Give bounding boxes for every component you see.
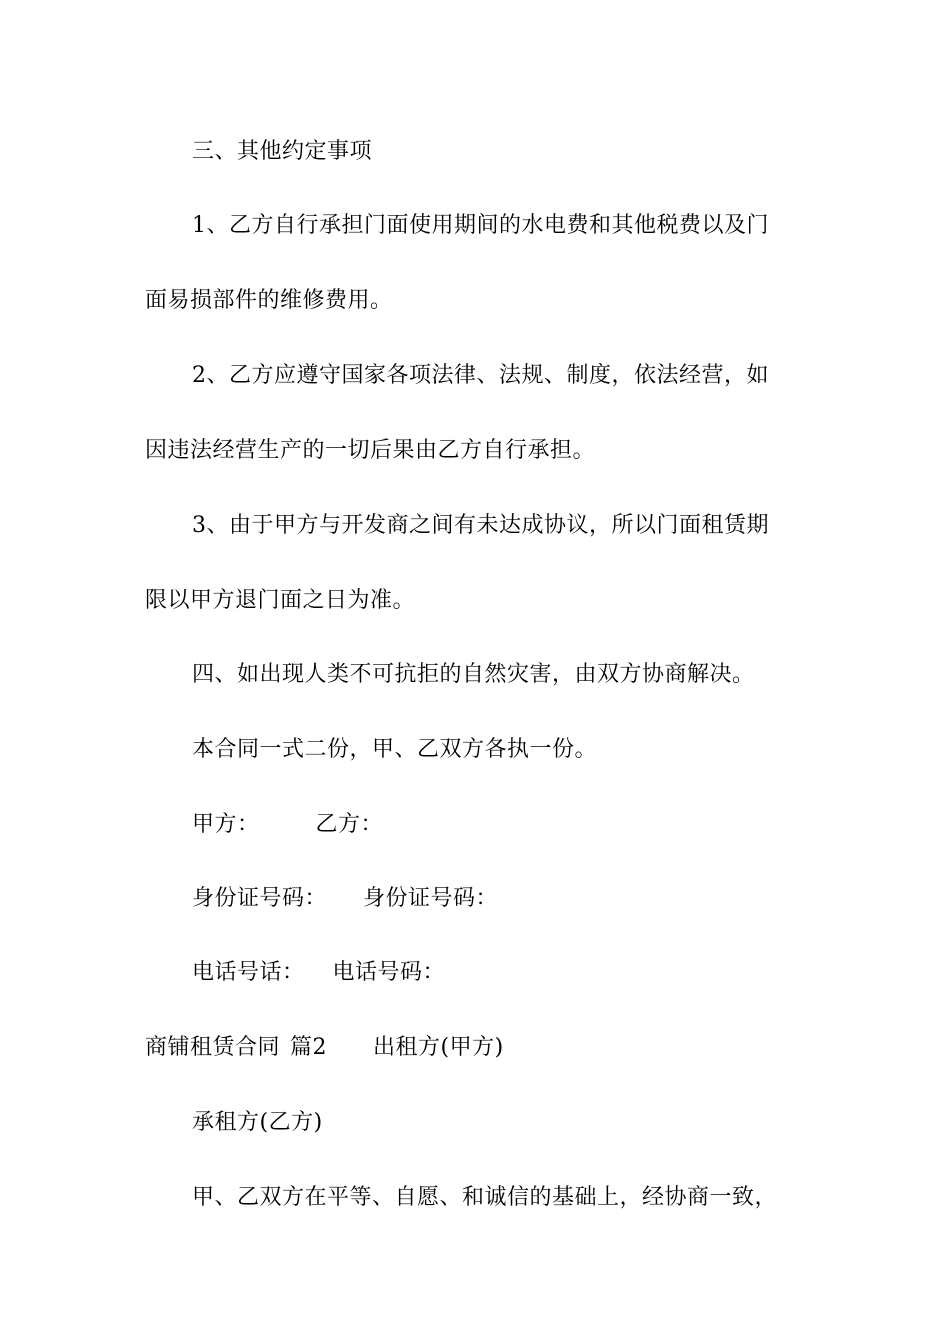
paragraph-line: 四、如出现人类不可抗拒的自然灾害，由双方协商解决。 xyxy=(192,662,755,687)
signature-id-line xyxy=(192,884,498,914)
paragraph-line: 1、乙方自行承担门面使用期间的水电费和其他税费以及门 xyxy=(192,213,769,238)
signature-party-line xyxy=(192,810,383,840)
paragraph-line: 3、由于甲方与开发商之间有未达成协议，所以门面租赁期 xyxy=(192,513,769,538)
party-b-label: 乙方： xyxy=(315,812,384,837)
lessor-label: 出租方(甲方) xyxy=(373,1035,504,1060)
id-b-label: 身份证号码： xyxy=(363,886,499,911)
paragraph-line: 甲、乙双方在平等、自愿、和诚信的基础上，经协商一致， xyxy=(192,1185,778,1210)
section2-title-line xyxy=(145,1033,504,1063)
party-a-label: 甲方： xyxy=(192,812,260,837)
id-a-label: 身份证号码： xyxy=(192,886,328,911)
signature-phone-line xyxy=(192,958,445,988)
phone-b-label: 电话号码： xyxy=(332,960,446,985)
phone-a-label: 电话号话： xyxy=(192,960,305,985)
paragraph-line: 限以甲方退门面之日为准。 xyxy=(145,588,416,613)
section-heading-other-terms: 三、其他约定事项 xyxy=(192,139,373,164)
paragraph-line: 本合同一式二份，甲、乙双方各执一份。 xyxy=(192,737,598,762)
lessee-label: 承租方(乙方) xyxy=(192,1110,323,1135)
paragraph-line: 因违法经营生产的一切后果由乙方自行承担。 xyxy=(145,438,596,463)
paragraph-line: 面易损部件的维修费用。 xyxy=(145,288,393,313)
section2-part: 篇2 xyxy=(290,1035,328,1060)
paragraph-line: 2、乙方应遵守国家各项法律、法规、制度，依法经营，如 xyxy=(192,363,769,388)
section2-title: 商铺租赁合同 xyxy=(145,1035,281,1060)
